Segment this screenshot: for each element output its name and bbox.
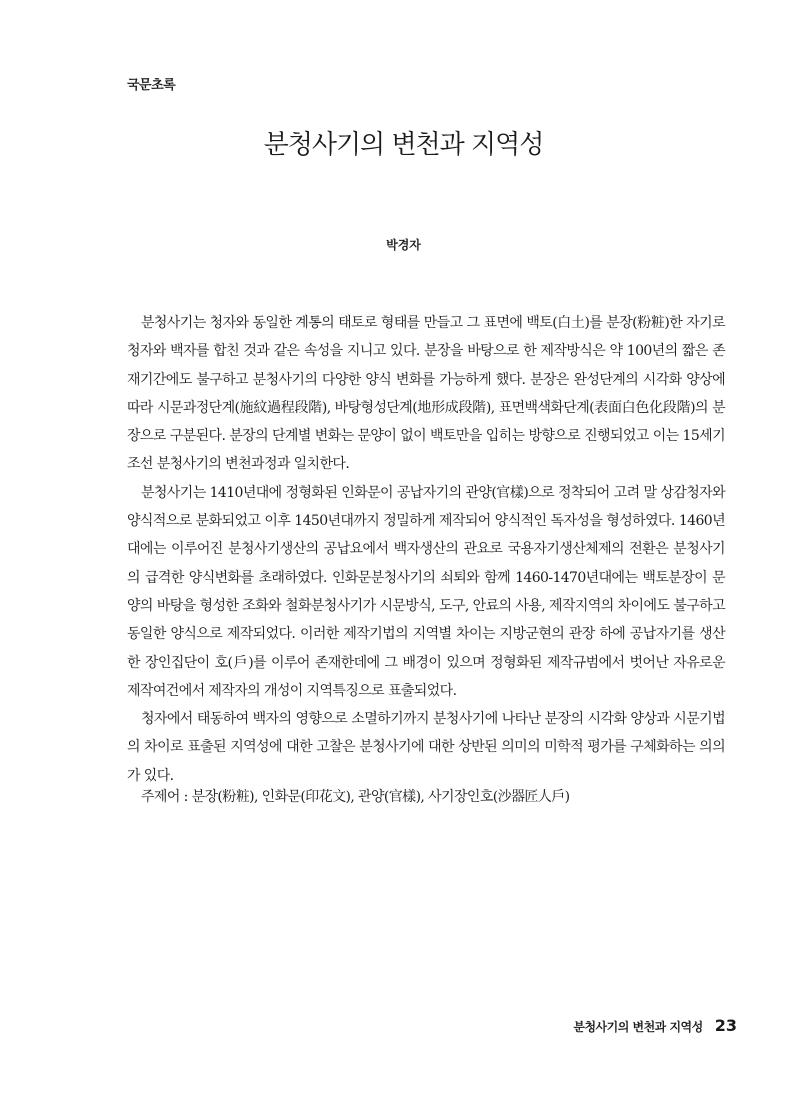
abstract-paragraph-2: 분청사기는 1410년대에 정형화된 인화문이 공납자기의 관양(官樣)으로 정착되어 고려 말 상감청자와 양식적으로 분화되었고 이후 1450년대까지 정밀하게 제작되어 양식적인 독자성을 형성하였다. 1460년대에는 이루어진 분청사기생산의 공납요에서 백자생산의 관요로 국용자기생산체제의 전환은 분청사기의 급격한 양식변화를 초래하였다. 인화문분청사기의 쇠퇴와 함께 1460-1470년대에는 백토분장이 문양의 바탕을 형성한 조화와 철화분청사기가 시문방식, 도구, 안료의 사용, 제작지역의 차이에도 불구하고 동일한 양식으로 제작되었다. 이러한 제작기법의 지역별 차이는 지방군현의 관장 하에 공납자기를 생산한 장인집단이 호(戶)를 이루어 존재한데에 그 배경이 있으며 정형화된 제작규범에서 벗어난 자유로운 제작여건에서 제작자의 개성이 지역특징으로 표출되었다.	[127, 484, 725, 699]
keywords-line: 주제어 : 분장(粉粧), 인화문(印花文), 관양(官樣), 사기장인호(沙器匠人戶)	[141, 789, 570, 805]
page-footer	[573, 1016, 737, 1035]
section-label: 국문초록	[127, 78, 176, 93]
author-name: 박경자	[386, 238, 421, 252]
abstract-paragraph-1: 분청사기는 청자와 동일한 계통의 태토로 형태를 만들고 그 표면에 백토(白土)를 분장(粉粧)한 자기로 청자와 백자를 합친 것과 같은 속성을 지니고 있다. 분장을 바탕으로 한 제작방식은 약 100년의 짧은 존재기간에도 불구하고 분청사기의 다양한 양식 변화를 가능하게 했다. 분장은 완성단계의 시각화 양상에 따라 시문과정단계(施紋過程段階), 바탕형성단계(地形成段階), 표면백색화단계(表面白色化段階)의 분장으로 구분된다. 분장의 단계별 변화는 문양이 없이 백토만을 입히는 방향으로 진행되었고 이는 15세기 조선 분청사기의 변천과정과 일치한다.	[127, 315, 725, 473]
abstract-body	[127, 309, 725, 790]
article-title: 분청사기의 변천과 지역성	[263, 130, 544, 160]
page-number: 23	[714, 1016, 737, 1035]
abstract-paragraph-3: 청자에서 태동하여 백자의 영향으로 소멸하기까지 분청사기에 나타난 분장의 시각화 양상과 시문기법의 차이로 표출된 지역성에 대한 고찰은 분청사기에 대한 상반된 의미의 미학적 평가를 구체화하는 의의가 있다.	[127, 711, 725, 784]
running-title: 분청사기의 변천과 지역성	[573, 1020, 703, 1034]
